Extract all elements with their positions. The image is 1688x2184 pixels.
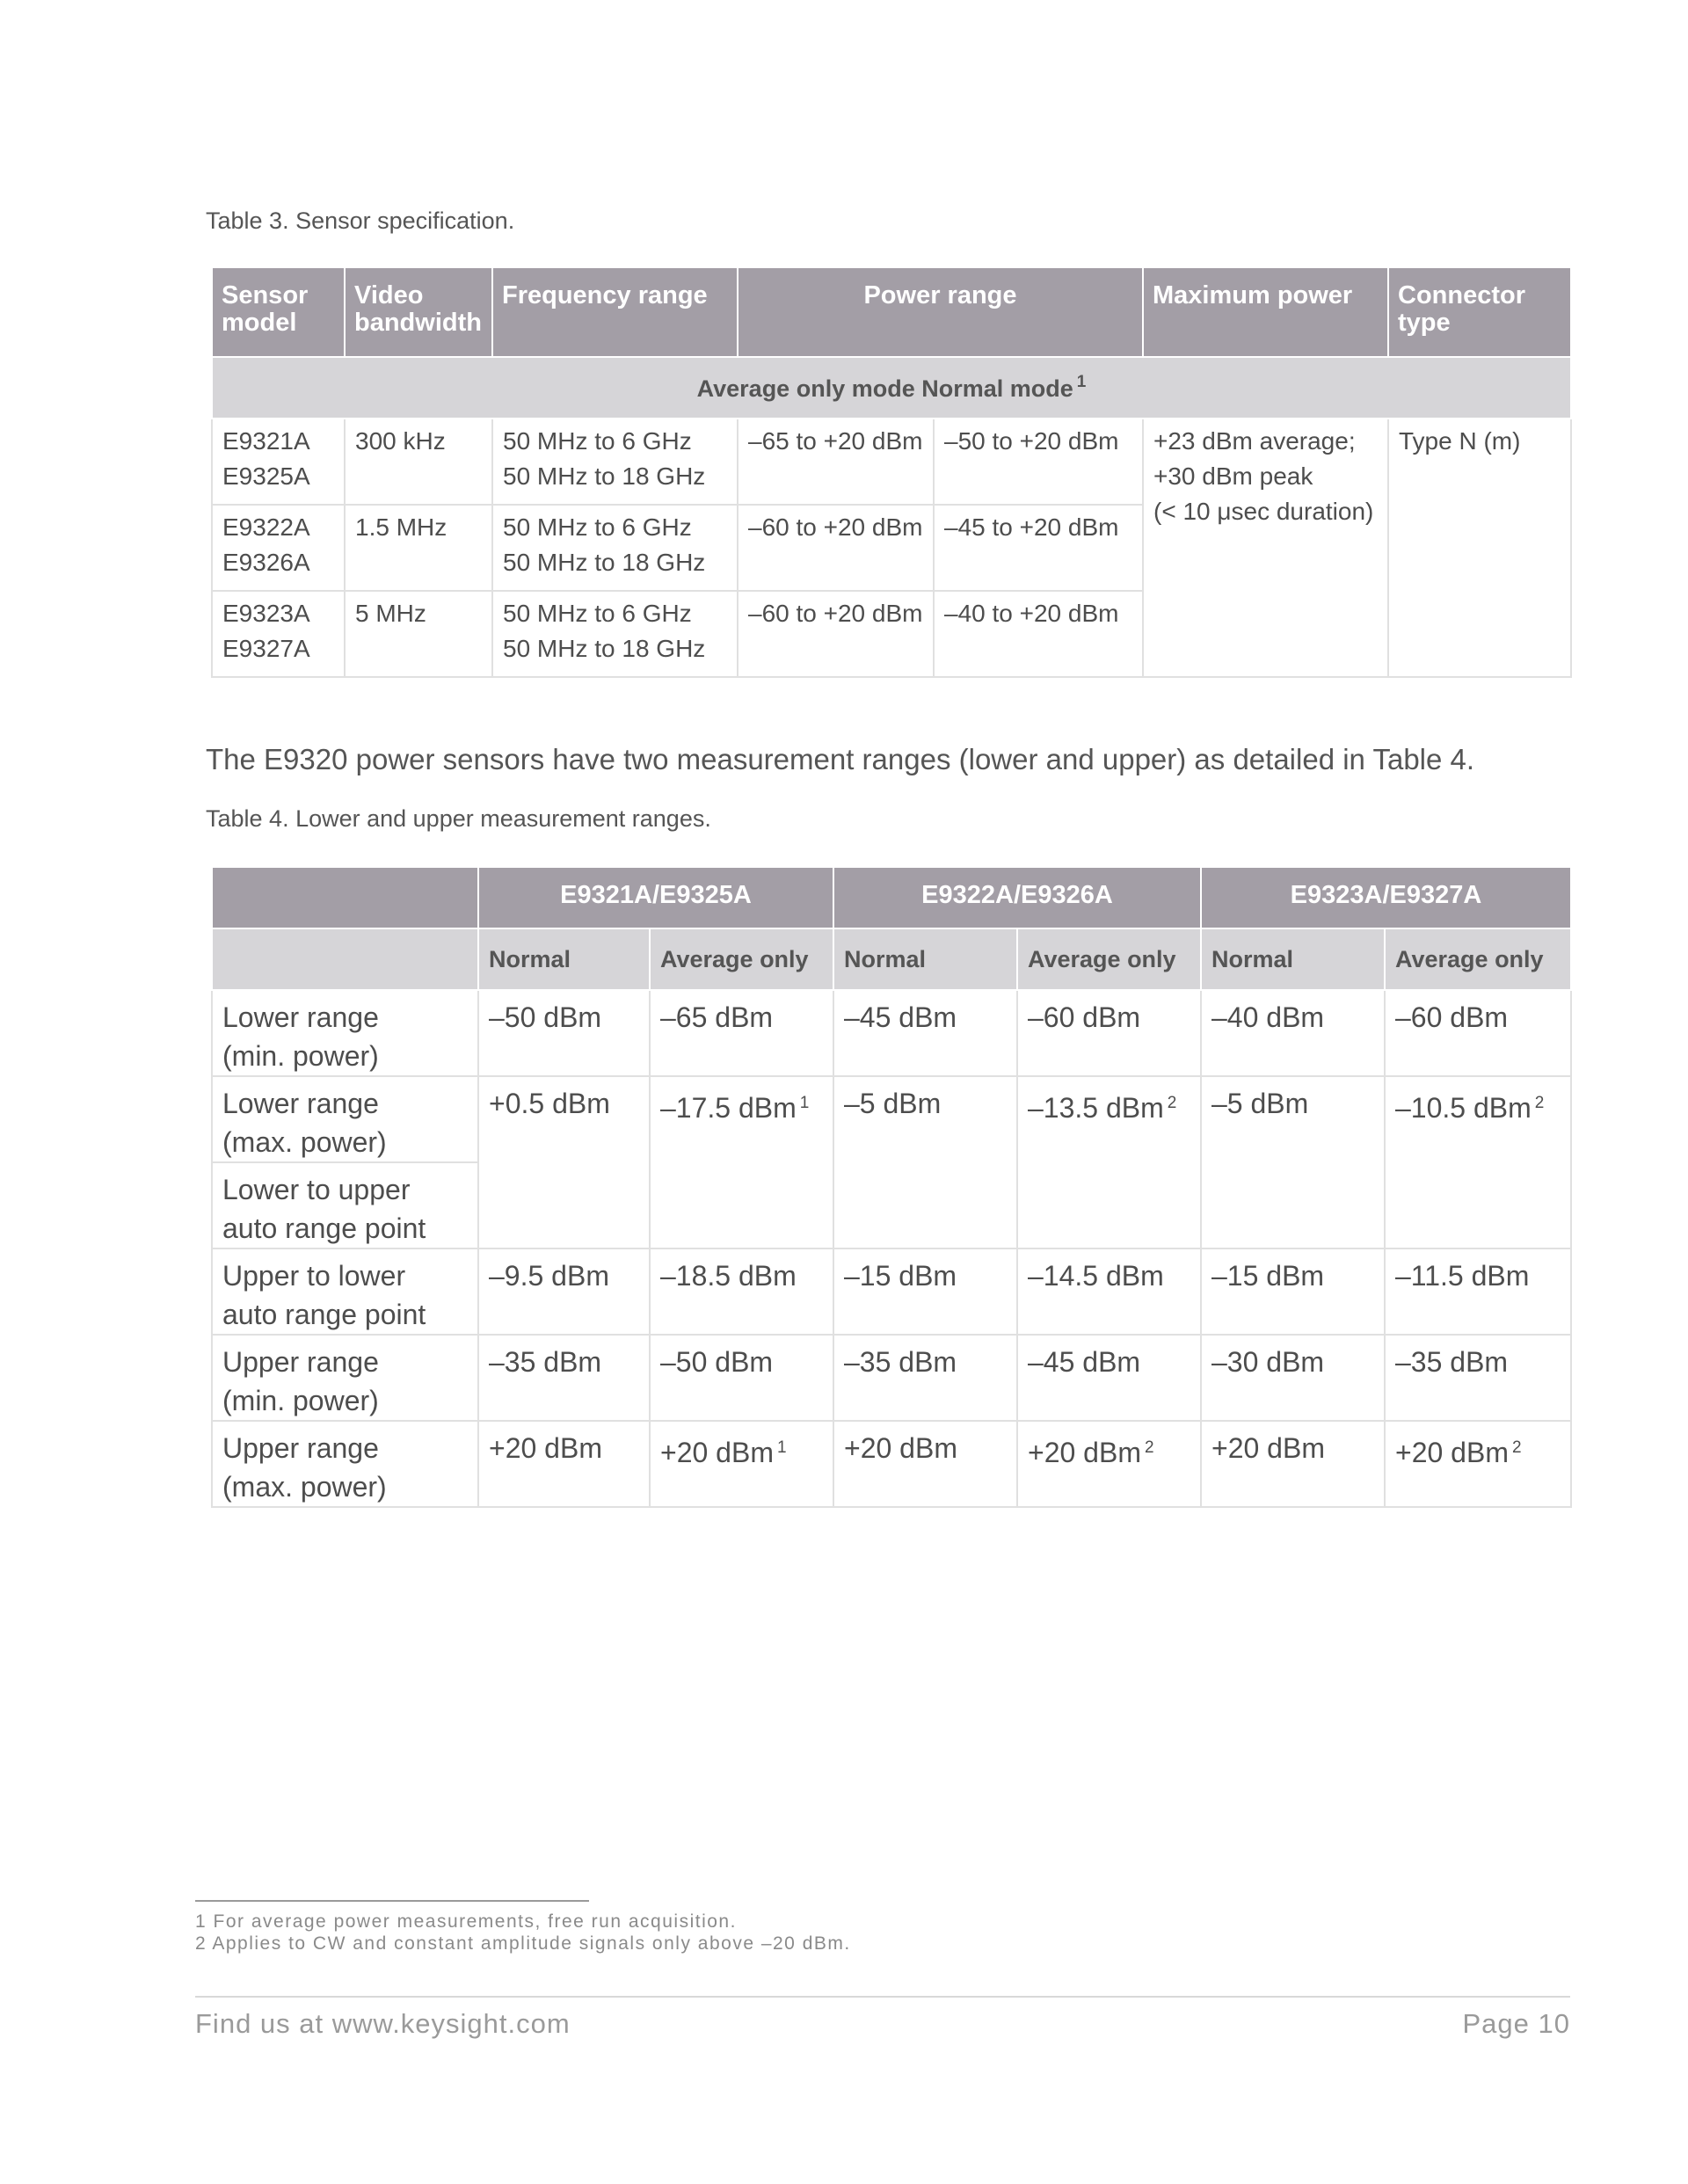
row-label-line: Upper range xyxy=(222,1346,379,1378)
value-cell xyxy=(478,1076,650,1249)
measurement-ranges-table xyxy=(211,866,1572,1508)
row-label-line: Lower to upper xyxy=(222,1174,411,1205)
frequency-range: 50 MHz to 6 GHz xyxy=(503,513,692,541)
sensor-model: E9321A xyxy=(222,427,310,455)
sensor-model: E9326A xyxy=(222,549,310,576)
row-label xyxy=(212,1335,478,1421)
subheader-mode: Average only xyxy=(1385,928,1571,990)
value-cell xyxy=(1201,1421,1385,1507)
footer-divider xyxy=(195,1996,1570,1998)
footnote-ref: 2 xyxy=(1167,1094,1177,1112)
power-range-avg-only: –65 to +20 dBm xyxy=(738,419,934,505)
power-range-normal: –40 to +20 dBm xyxy=(934,591,1143,677)
footnote-ref: 2 xyxy=(1511,1438,1522,1457)
row-label xyxy=(212,1249,478,1335)
value-text: +20 dBm xyxy=(660,1437,774,1468)
value-text: +20 dBm xyxy=(1211,1432,1325,1464)
sensor-model: E9325A xyxy=(222,462,310,490)
video-bandwidth: 300 kHz xyxy=(345,419,492,505)
row-label xyxy=(212,1421,478,1507)
video-bandwidth: 1.5 MHz xyxy=(345,505,492,591)
sensor-spec-table xyxy=(211,266,1572,678)
row-label-line: (min. power) xyxy=(222,1385,379,1416)
value-text: +0.5 dBm xyxy=(489,1088,610,1119)
frequency-range: 50 MHz to 18 GHz xyxy=(503,462,706,490)
header-sensor-model: Sensor model xyxy=(212,267,345,357)
value-cell: –9.5 dBm xyxy=(478,1249,650,1335)
footer-website-link[interactable]: Find us at www.keysight.com xyxy=(195,2008,571,2039)
value-text: +20 dBm xyxy=(1028,1437,1141,1468)
value-cell: –40 dBm xyxy=(1201,990,1385,1076)
max-power-line: (< 10 μsec duration) xyxy=(1153,498,1374,525)
header-connector-type: Connector type xyxy=(1388,267,1571,357)
value-cell: –35 dBm xyxy=(833,1335,1017,1421)
value-cell: –50 dBm xyxy=(478,990,650,1076)
value-cell: –18.5 dBm xyxy=(650,1249,833,1335)
sensor-model: E9323A xyxy=(222,600,310,627)
frequency-range: 50 MHz to 18 GHz xyxy=(503,549,706,576)
footnote-ref: 2 xyxy=(1534,1094,1545,1112)
row-label-line: auto range point xyxy=(222,1212,426,1244)
value-text: –17.5 dBm xyxy=(660,1092,797,1124)
value-cell: –50 dBm xyxy=(650,1335,833,1421)
value-cell: –45 dBm xyxy=(1017,1335,1201,1421)
power-range-avg-only: –60 to +20 dBm xyxy=(738,591,934,677)
connector-type: Type N (m) xyxy=(1388,419,1571,677)
table-row xyxy=(212,1249,1571,1335)
row-label-line: Lower range xyxy=(222,1001,379,1033)
footnote-1: 1 For average power measurements, free run acquisition. xyxy=(195,1911,737,1932)
frequency-range: 50 MHz to 18 GHz xyxy=(503,635,706,662)
value-cell: –35 dBm xyxy=(478,1335,650,1421)
value-cell: –45 dBm xyxy=(833,990,1017,1076)
table-row xyxy=(212,1421,1571,1507)
value-cell xyxy=(650,1421,833,1507)
value-cell: –60 dBm xyxy=(1385,990,1571,1076)
subheader-mode: Normal xyxy=(833,928,1017,990)
header-empty xyxy=(212,867,478,928)
table-row xyxy=(212,1076,1571,1162)
table-row xyxy=(212,419,1571,505)
video-bandwidth: 5 MHz xyxy=(345,591,492,677)
value-cell: –14.5 dBm xyxy=(1017,1249,1201,1335)
value-cell: –65 dBm xyxy=(650,990,833,1076)
footnote-ref: 1 xyxy=(776,1438,787,1457)
value-text: +20 dBm xyxy=(1395,1437,1509,1468)
value-cell xyxy=(833,1421,1017,1507)
power-range-normal: –50 to +20 dBm xyxy=(934,419,1143,505)
intro-paragraph: The E9320 power sensors have two measurement ranges (lower and upper) as detailed in Table 4. xyxy=(206,743,1475,775)
row-label-line: (max. power) xyxy=(222,1471,387,1503)
row-label-line: auto range point xyxy=(222,1299,426,1330)
value-cell xyxy=(1017,1076,1201,1249)
maximum-power xyxy=(1143,419,1388,677)
header-group: E9321A/E9325A xyxy=(478,867,833,928)
value-cell: –35 dBm xyxy=(1385,1335,1571,1421)
value-text: –5 dBm xyxy=(844,1088,942,1119)
mode-subheader xyxy=(212,357,1571,419)
table3-caption: Table 3. Sensor specification. xyxy=(206,207,515,234)
frequency-range: 50 MHz to 6 GHz xyxy=(503,600,692,627)
table-row xyxy=(212,990,1571,1076)
row-label-line: Lower range xyxy=(222,1088,379,1119)
subheader-mode: Average only xyxy=(1017,928,1201,990)
footnote-ref: 1 xyxy=(1076,373,1087,391)
value-cell xyxy=(1385,1421,1571,1507)
footnote-ref: 2 xyxy=(1144,1438,1154,1457)
table-row xyxy=(212,1335,1571,1421)
header-group: E9322A/E9326A xyxy=(833,867,1201,928)
value-cell xyxy=(1017,1421,1201,1507)
subheader-mode: Normal xyxy=(478,928,650,990)
page-number: Page 10 xyxy=(1462,2008,1570,2039)
max-power-line: +23 dBm average; xyxy=(1153,427,1356,455)
subheader-mode: Average only xyxy=(650,928,833,990)
footnote-2: 2 Applies to CW and constant amplitude signals only above –20 dBm. xyxy=(195,1933,851,1954)
subheader-empty xyxy=(212,928,478,990)
value-text: –10.5 dBm xyxy=(1395,1092,1532,1124)
header-maximum-power: Maximum power xyxy=(1143,267,1388,357)
value-text: +20 dBm xyxy=(489,1432,602,1464)
power-range-normal: –45 to +20 dBm xyxy=(934,505,1143,591)
row-label-line: Upper range xyxy=(222,1432,379,1464)
row-label xyxy=(212,1162,478,1249)
table4-caption: Table 4. Lower and upper measurement ranges. xyxy=(206,805,711,832)
header-video-bandwidth: Video bandwidth xyxy=(345,267,492,357)
value-cell: –15 dBm xyxy=(833,1249,1017,1335)
value-cell: –60 dBm xyxy=(1017,990,1201,1076)
row-label-line: (max. power) xyxy=(222,1126,387,1158)
sensor-model: E9322A xyxy=(222,513,310,541)
frequency-range: 50 MHz to 6 GHz xyxy=(503,427,692,455)
sensor-model: E9327A xyxy=(222,635,310,662)
value-cell: –11.5 dBm xyxy=(1385,1249,1571,1335)
footnote-divider xyxy=(195,1900,589,1902)
value-cell: –30 dBm xyxy=(1201,1335,1385,1421)
value-cell xyxy=(1201,1076,1385,1249)
row-label xyxy=(212,1076,478,1162)
header-group: E9323A/E9327A xyxy=(1201,867,1571,928)
row-label-line: (min. power) xyxy=(222,1040,379,1072)
value-text: +20 dBm xyxy=(844,1432,957,1464)
value-cell xyxy=(478,1421,650,1507)
mode-subheader-text: Average only mode Normal mode xyxy=(696,375,1073,402)
footnote-ref: 1 xyxy=(799,1094,810,1112)
value-cell xyxy=(1385,1076,1571,1249)
value-text: –5 dBm xyxy=(1211,1088,1309,1119)
value-cell: –15 dBm xyxy=(1201,1249,1385,1335)
subheader-mode: Normal xyxy=(1201,928,1385,990)
row-label-line: Upper to lower xyxy=(222,1260,406,1292)
row-label xyxy=(212,990,478,1076)
header-power-range: Power range xyxy=(738,267,1143,357)
power-range-avg-only: –60 to +20 dBm xyxy=(738,505,934,591)
value-text: –13.5 dBm xyxy=(1028,1092,1164,1124)
header-frequency-range: Frequency range xyxy=(492,267,738,357)
max-power-line: +30 dBm peak xyxy=(1153,462,1313,490)
value-cell xyxy=(833,1076,1017,1249)
value-cell xyxy=(650,1076,833,1249)
